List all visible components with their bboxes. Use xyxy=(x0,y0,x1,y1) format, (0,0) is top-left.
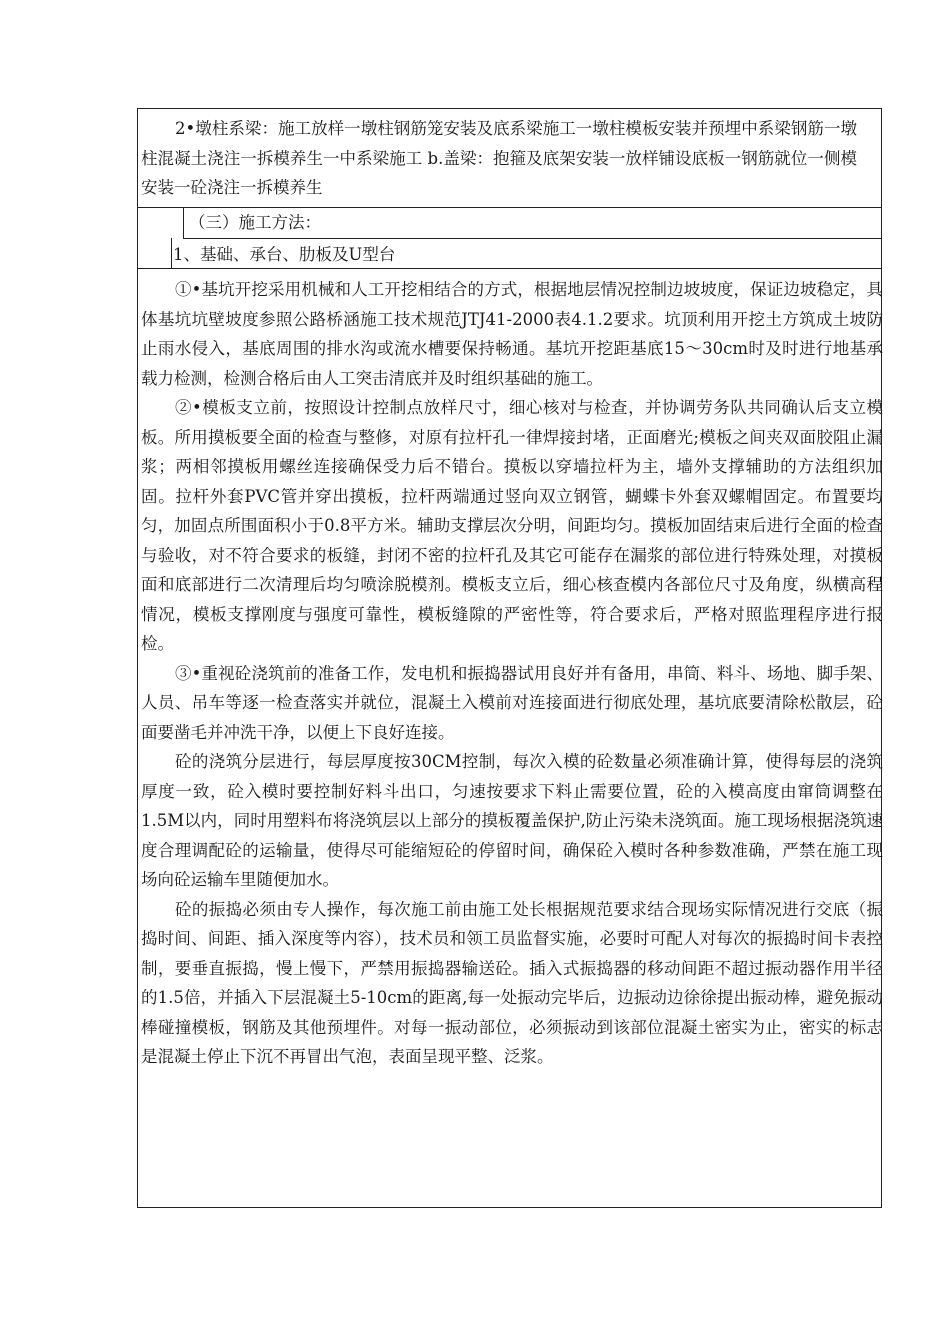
intro-text: 2•墩柱系梁：施工放样一墩柱钢筋笼安装及底系梁施工一墩柱模板安装并预埋中系梁钢筋一墩柱混凝土浇注一拆模养生一中系梁施工 b.盖梁：抱箍及底架安装一放样铺设底板一钢筋就位一侧模安装一砼浇注一拆模养生 xyxy=(141,119,857,197)
section-heading: （三）施工方法： xyxy=(189,213,321,232)
intro-cell xyxy=(141,114,857,203)
border-bottom xyxy=(137,1207,882,1208)
body-cell xyxy=(141,275,883,1072)
row-divider xyxy=(183,238,882,239)
paragraph-preparation: ③•重视砼浇筑前的准备工作，发电机和振捣器试用良好并有备用，串筒、料斗、场地、脚手架、人员、吊车等逐一检查落实并就位，混凝土入模前对连接面进行彻底处理，基坑底要清除松散层，砼面要凿毛并冲洗干净，以便上下良好连接。 xyxy=(141,663,883,742)
border-top xyxy=(137,108,882,109)
paragraph-excavation: ①•基坑开挖采用机械和人工开挖相结合的方式，根据地层情况控制边坡坡度，保证边坡稳定，具体基坑坑壁坡度参照公路桥涵施工技术规范JTJ41-2000表4.1.2要求。坑顶利用开挖土方筑成土坡防止雨水侵入，基底周围的排水沟或流水槽要保持畅通。基坑开挖距基底15～30cm时及时进行地基承载力检测，检测合格后由人工突击清底并及时组织基础的施工。 xyxy=(141,280,883,388)
subheading: 1、基础、承台、肋板及U型台 xyxy=(173,245,396,264)
paragraph-vibration: 砼的振捣必须由专人操作，每次施工前由施工处长根据规范要求结合现场实际情况进行交底（振捣时间、间距、插入深度等内容），技术员和领工员监督实施，必要时可配人对每次的振捣时间卡表控制，要垂直振捣，慢上慢下，严禁用振捣器输送砼。插入式振捣器的移动间距不超过振动器作用半径的1.5倍，并插入下层混凝土5-10cm的距离,每一处振动完毕后，边振动边徐徐提出振动棒，避免振动棒碰撞模板，钢筋及其他预埋件。对每一振动部位，必须振动到该部位混凝土密实为止，密实的标志是混凝土停止下沉不再冒出气泡，表面呈现平整、泛浆。 xyxy=(141,899,883,1066)
row-divider xyxy=(137,207,882,208)
column-divider xyxy=(171,238,172,268)
paragraph-formwork: ②•模板支立前，按照设计控制点放样尺寸，细心核对与检查，并协调劳务队共同确认后支立模板。所用摸板要全面的检查与整修，对原有拉杆孔一律焊接封堵，正面磨光;模板之间夹双面胶阻止漏浆；两相邻摸板用螺丝连接确保受力后不错台。摸板以穿墙拉杆为主，墙外支撑辅助的方法组织加固。拉杆外套PVC管并穿出摸板，拉杆两端通过竖向双立钢管，蝴蝶卡外套双螺帽固定。布置要均匀，加固点所围面积小于0.8平方米。辅助支撑层次分明，间距均匀。摸板加固结束后进行全面的检查与验收，对不符合要求的板缝，封闭不密的拉杆孔及其它可能存在漏浆的部位进行特殊处理，对摸板面和底部进行二次清理后均匀喷涂脱模剂。模板支立后，细心核查模内各部位尺寸及角度，纵横高程情况，模板支撑刚度与强度可靠性，模板缝隙的严密性等，符合要求后，严格对照监理程序进行报检。 xyxy=(141,398,883,653)
paragraph-pouring: 砼的浇筑分层进行，每层厚度按30CM控制，每次入模的砼数量必须准确计算，使得每层的浇筑厚度一致，砼入模时要控制好料斗出口，匀速按要求下料止需要位置，砼的入模高度由窜筒调整在1.5M以内，同时用塑料布将浇筑层以上部分的摸板覆盖保护,防止污染未浇筑面。施工现场根据浇筑速度合理调配砼的运输量，使得尽可能缩短砼的停留时间，确保砼入模时各种参数准确，严禁在施工现场向砼运输车里随便加水。 xyxy=(141,752,883,889)
border-left xyxy=(137,108,138,1208)
row-divider xyxy=(137,268,882,269)
document-table xyxy=(137,108,882,1208)
column-divider xyxy=(183,207,184,238)
